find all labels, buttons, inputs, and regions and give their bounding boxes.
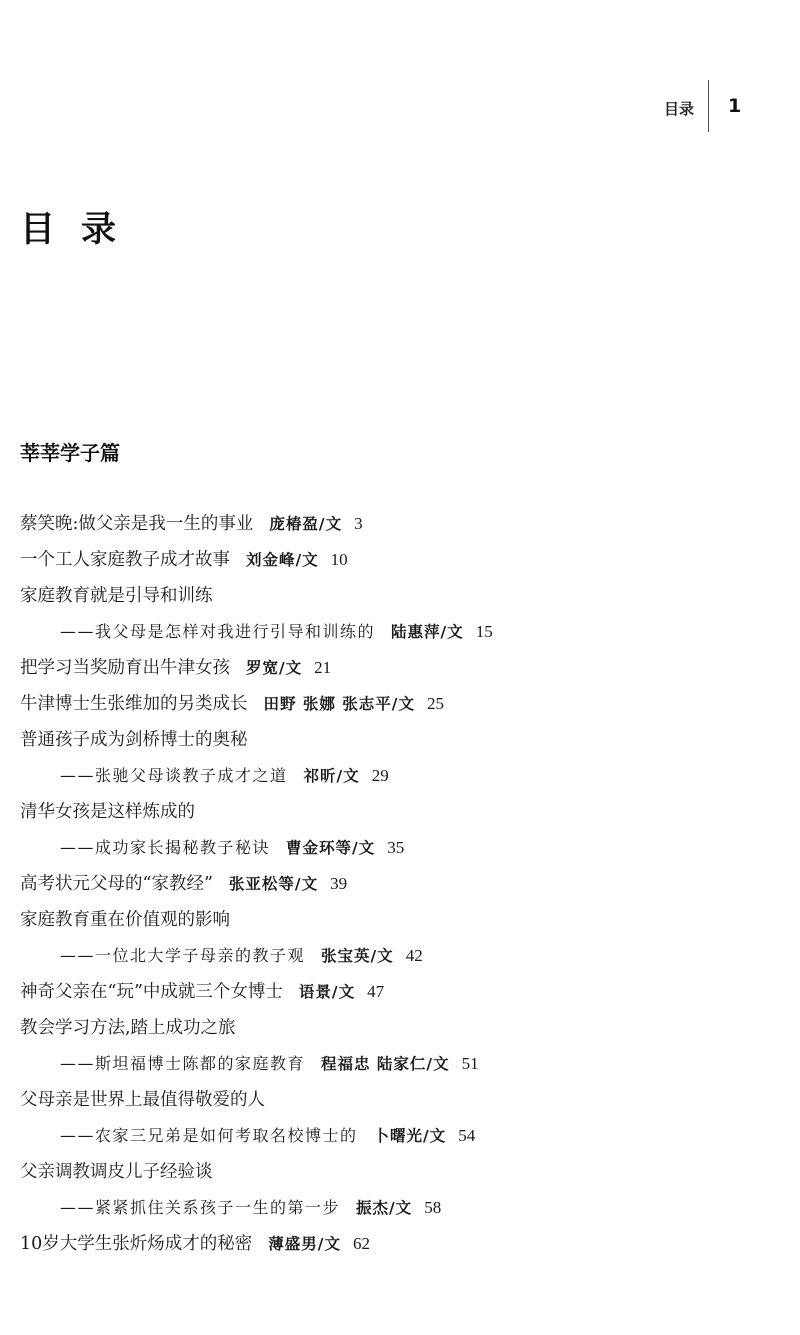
- page-number: 1: [728, 95, 742, 117]
- entry-page-number: 29: [371, 766, 389, 785]
- entry-title: 10岁大学生张炘炀成才的秘密: [20, 1234, 253, 1254]
- entry-author: 张亚松等/文: [228, 875, 319, 893]
- running-head-title: 目录: [664, 100, 695, 118]
- entry-author: 程福忠 陆家仁/文: [321, 1055, 450, 1073]
- entry-page-number: 62: [352, 1234, 370, 1253]
- entry-title: 家庭教育重在价值观的影响: [20, 910, 230, 930]
- entry-author: 张宝英/文: [321, 947, 394, 965]
- entry-title: ——张驰父母谈教子成才之道: [60, 766, 288, 785]
- toc-subtitle-entry: [20, 1046, 780, 1082]
- entry-title: 高考状元父母的“家教经”: [20, 874, 213, 894]
- entry-page-number: 25: [426, 694, 444, 713]
- toc-subtitle-entry: [20, 614, 780, 650]
- entry-title: 神奇父亲在“玩”中成就三个女博士: [20, 982, 283, 1002]
- entry-title: 普通孩子成为剑桥博士的奥秘: [20, 730, 248, 750]
- entry-title: 蔡笑晚:做父亲是我一生的事业: [20, 514, 254, 534]
- entry-author: 语景/文: [298, 983, 356, 1001]
- entry-page-number: 39: [330, 874, 348, 893]
- entry-title: 教会学习方法,踏上成功之旅: [20, 1018, 236, 1038]
- toc-subtitle-entry: [20, 1118, 780, 1154]
- entry-page-number: 15: [475, 622, 493, 641]
- toc-entry: [20, 506, 780, 542]
- entry-title: ——成功家长揭秘教子秘诀: [60, 838, 271, 857]
- entry-title: ——斯坦福博士陈都的家庭教育: [60, 1054, 306, 1073]
- entry-author: 薄盛男/文: [268, 1235, 341, 1253]
- toc-entry: [20, 1226, 780, 1262]
- entry-title: ——我父母是怎样对我进行引导和训练的: [60, 622, 376, 641]
- entry-author: 祁昕/文: [303, 767, 360, 785]
- entry-author: 振杰/文: [356, 1199, 413, 1217]
- section-title: 莘莘学子篇: [20, 441, 120, 465]
- running-head: [620, 96, 780, 132]
- entry-page-number: 47: [367, 982, 385, 1001]
- toc-subtitle-entry: [20, 830, 780, 866]
- entry-author: 陆惠萍/文: [391, 623, 464, 641]
- entry-author: 曹金环等/文: [286, 839, 376, 857]
- entry-page-number: 35: [387, 838, 405, 857]
- entry-title: ——农家三兄弟是如何考取名校博士的: [60, 1126, 358, 1145]
- toc-entry: [20, 794, 780, 830]
- toc-entry: [20, 650, 780, 686]
- entry-title: ——紧紧抓住关系孩子一生的第一步: [60, 1198, 341, 1217]
- entry-title: 父亲调教调皮儿子经验谈: [20, 1162, 213, 1182]
- toc-entry: [20, 974, 780, 1010]
- toc-entry: [20, 722, 780, 758]
- entry-title: 一个工人家庭教子成才故事: [20, 550, 230, 570]
- toc-subtitle-entry: [20, 758, 780, 794]
- page-title: 目录: [20, 210, 143, 250]
- entry-title: 家庭教育就是引导和训练: [20, 586, 213, 606]
- toc-list: [20, 506, 780, 1262]
- entry-author: 卜曙光/文: [373, 1127, 447, 1145]
- running-head-divider: [708, 80, 709, 132]
- toc-entry: [20, 1154, 780, 1190]
- entry-title: 把学习当奖励育出牛津女孩: [20, 658, 230, 678]
- toc-entry: [20, 686, 780, 722]
- entry-page-number: 21: [314, 658, 332, 677]
- entry-title: 清华女孩是这样炼成的: [20, 802, 195, 822]
- entry-author: 庞椿盈/文: [269, 515, 343, 533]
- entry-title: 父母亲是世界上最值得敬爱的人: [20, 1090, 265, 1110]
- entry-title: 牛津博士生张维加的另类成长: [20, 694, 248, 714]
- toc-entry: [20, 542, 780, 578]
- toc-subtitle-entry: [20, 938, 780, 974]
- toc-entry: [20, 902, 780, 938]
- entry-page-number: 51: [461, 1054, 479, 1073]
- entry-page-number: 42: [405, 946, 423, 965]
- toc-entry: [20, 866, 780, 902]
- toc-entry: [20, 1082, 780, 1118]
- entry-page-number: 54: [458, 1126, 476, 1145]
- entry-author: 田野 张娜 张志平/文: [263, 695, 415, 713]
- entry-author: 刘金峰/文: [246, 551, 319, 569]
- toc-subtitle-entry: [20, 1190, 780, 1226]
- entry-page-number: 58: [424, 1198, 442, 1217]
- toc-entry: [20, 1010, 780, 1046]
- entry-page-number: 10: [330, 550, 348, 569]
- entry-page-number: 3: [354, 514, 363, 533]
- entry-author: 罗宽/文: [246, 659, 303, 677]
- toc-entry: [20, 578, 780, 614]
- entry-title: ——一位北大学子母亲的教子观: [60, 946, 306, 965]
